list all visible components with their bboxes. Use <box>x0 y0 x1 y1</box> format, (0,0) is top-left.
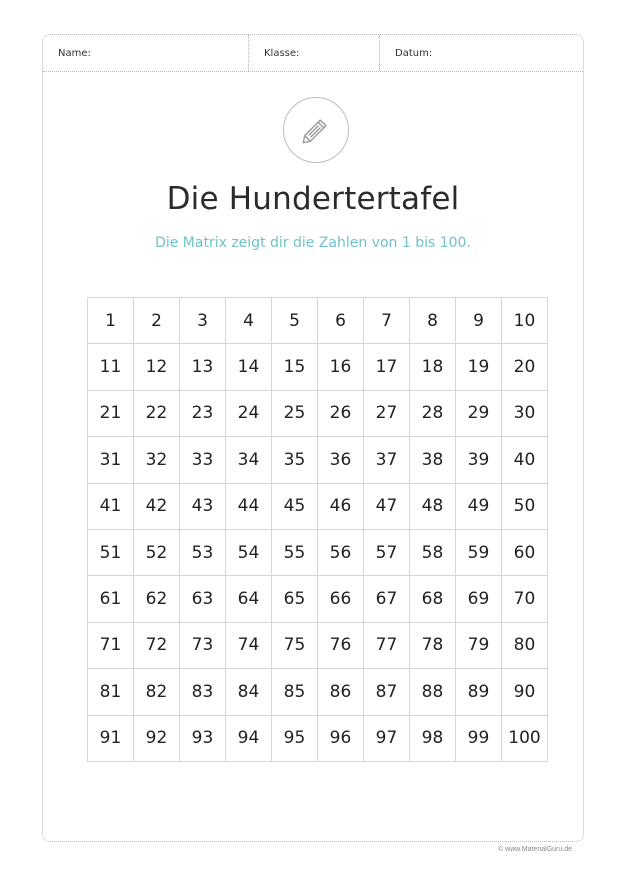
table-cell: 4 <box>226 298 272 344</box>
table-cell: 31 <box>88 437 134 483</box>
table-cell: 39 <box>456 437 502 483</box>
table-cell: 58 <box>410 530 456 576</box>
table-cell: 96 <box>318 716 364 762</box>
table-cell: 75 <box>272 623 318 669</box>
table-cell: 18 <box>410 344 456 390</box>
table-cell: 78 <box>410 623 456 669</box>
table-cell: 7 <box>364 298 410 344</box>
table-cell: 97 <box>364 716 410 762</box>
table-cell: 98 <box>410 716 456 762</box>
table-cell: 79 <box>456 623 502 669</box>
table-cell: 54 <box>226 530 272 576</box>
table-cell: 55 <box>272 530 318 576</box>
name-label: Name: <box>58 48 91 59</box>
table-cell: 33 <box>180 437 226 483</box>
table-cell: 73 <box>180 623 226 669</box>
table-cell: 77 <box>364 623 410 669</box>
table-cell: 40 <box>502 437 548 483</box>
table-cell: 63 <box>180 576 226 622</box>
datum-label: Datum: <box>395 48 433 59</box>
table-cell: 90 <box>502 669 548 715</box>
table-cell: 94 <box>226 716 272 762</box>
table-cell: 17 <box>364 344 410 390</box>
table-cell: 69 <box>456 576 502 622</box>
table-cell: 89 <box>456 669 502 715</box>
page-title: Die Hundertertafel <box>166 181 460 217</box>
table-cell: 100 <box>502 716 548 762</box>
page-subtitle: Die Matrix zeigt dir die Zahlen von 1 bis 100. <box>155 235 471 251</box>
table-cell: 48 <box>410 484 456 530</box>
table-cell: 12 <box>134 344 180 390</box>
table-cell: 49 <box>456 484 502 530</box>
table-cell: 56 <box>318 530 364 576</box>
table-cell: 68 <box>410 576 456 622</box>
worksheet <box>42 34 584 842</box>
table-cell: 27 <box>364 391 410 437</box>
table-cell: 42 <box>134 484 180 530</box>
table-cell: 5 <box>272 298 318 344</box>
table-cell: 26 <box>318 391 364 437</box>
table-cell: 57 <box>364 530 410 576</box>
table-cell: 35 <box>272 437 318 483</box>
table-cell: 20 <box>502 344 548 390</box>
table-cell: 24 <box>226 391 272 437</box>
table-cell: 38 <box>410 437 456 483</box>
table-cell: 29 <box>456 391 502 437</box>
table-cell: 32 <box>134 437 180 483</box>
table-cell: 34 <box>226 437 272 483</box>
table-cell: 41 <box>88 484 134 530</box>
table-cell: 36 <box>318 437 364 483</box>
table-cell: 53 <box>180 530 226 576</box>
table-cell: 23 <box>180 391 226 437</box>
table-cell: 67 <box>364 576 410 622</box>
table-cell: 25 <box>272 391 318 437</box>
pencil-logo <box>283 97 349 163</box>
table-cell: 52 <box>134 530 180 576</box>
klasse-field[interactable] <box>249 35 380 71</box>
table-cell: 82 <box>134 669 180 715</box>
table-cell: 71 <box>88 623 134 669</box>
table-cell: 93 <box>180 716 226 762</box>
table-cell: 88 <box>410 669 456 715</box>
table-cell: 86 <box>318 669 364 715</box>
table-cell: 70 <box>502 576 548 622</box>
table-cell: 47 <box>364 484 410 530</box>
table-cell: 28 <box>410 391 456 437</box>
table-cell: 50 <box>502 484 548 530</box>
table-cell: 46 <box>318 484 364 530</box>
table-cell: 9 <box>456 298 502 344</box>
table-cell: 61 <box>88 576 134 622</box>
table-cell: 6 <box>318 298 364 344</box>
table-cell: 64 <box>226 576 272 622</box>
table-cell: 51 <box>88 530 134 576</box>
table-cell: 74 <box>226 623 272 669</box>
table-cell: 72 <box>134 623 180 669</box>
table-cell: 19 <box>456 344 502 390</box>
name-field[interactable] <box>43 35 249 71</box>
table-cell: 22 <box>134 391 180 437</box>
table-cell: 66 <box>318 576 364 622</box>
table-cell: 91 <box>88 716 134 762</box>
table-cell: 8 <box>410 298 456 344</box>
datum-field[interactable] <box>380 35 583 71</box>
hundred-table <box>87 297 548 762</box>
table-cell: 13 <box>180 344 226 390</box>
table-cell: 85 <box>272 669 318 715</box>
table-cell: 65 <box>272 576 318 622</box>
table-cell: 76 <box>318 623 364 669</box>
table-cell: 59 <box>456 530 502 576</box>
table-cell: 3 <box>180 298 226 344</box>
table-cell: 87 <box>364 669 410 715</box>
table-cell: 2 <box>134 298 180 344</box>
table-cell: 15 <box>272 344 318 390</box>
table-cell: 92 <box>134 716 180 762</box>
table-cell: 60 <box>502 530 548 576</box>
table-cell: 80 <box>502 623 548 669</box>
klasse-label: Klasse: <box>264 48 300 59</box>
table-cell: 1 <box>88 298 134 344</box>
table-cell: 81 <box>88 669 134 715</box>
table-cell: 95 <box>272 716 318 762</box>
table-cell: 44 <box>226 484 272 530</box>
table-cell: 37 <box>364 437 410 483</box>
footer-credit: © www.MaterialGuru.de <box>497 846 572 853</box>
table-cell: 84 <box>226 669 272 715</box>
table-cell: 62 <box>134 576 180 622</box>
header-row <box>43 35 583 72</box>
table-cell: 43 <box>180 484 226 530</box>
table-cell: 21 <box>88 391 134 437</box>
table-cell: 16 <box>318 344 364 390</box>
table-cell: 45 <box>272 484 318 530</box>
table-cell: 11 <box>88 344 134 390</box>
table-cell: 83 <box>180 669 226 715</box>
table-cell: 30 <box>502 391 548 437</box>
pencil-icon <box>296 110 336 150</box>
table-cell: 99 <box>456 716 502 762</box>
table-cell: 14 <box>226 344 272 390</box>
table-cell: 10 <box>502 298 548 344</box>
